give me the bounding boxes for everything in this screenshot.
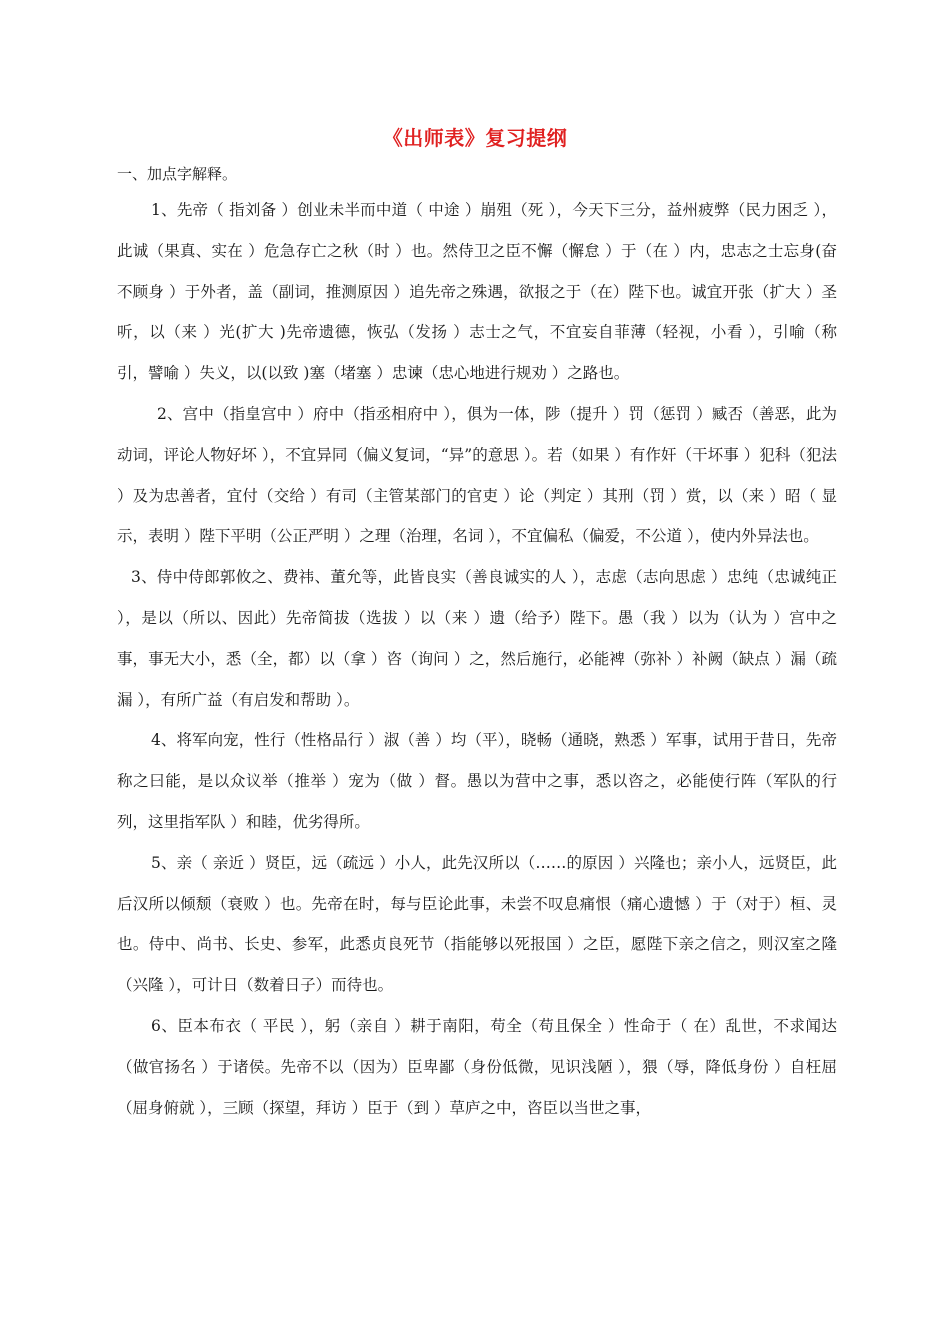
- paragraph-2: 2、宫中（指皇宫中 ）府中（指丞相府中 ），俱为一体，陟（提升 ）罚（惩罚 ）臧否（善恶，此为动词，评论人物好坏 ），不宜异同（偏义复词，“异”的意思 ）。若（如果 ）有作奸（干坏事 ）犯科（犯法 ）及为忠善者，宜付（交给 ）有司（主管某部门的官吏 ）论（判定 ）其刑（罚 ）赏，以（来 ）昭（ 显示，表明 ）陛下平明（公正严明 ）之理（治理，名词 ），不宜偏私（偏爱，不公道 ），使内外异法也。: [117, 404, 837, 546]
- paragraph-6: 6、臣本布衣（ 平民 ），躬（亲自 ）耕于南阳，苟全（苟且保全 ）性命于（ 在）乱世，不求闻达（做官扬名 ）于诸侯。先帝不以（因为）臣卑鄙（身份低微，见识浅陋 ），猥（辱，降低身份 ）自枉屈（屈身俯就 ），三顾（探望，拜访 ）臣于（到 ）草庐之中，咨臣以当世之事，: [117, 1016, 837, 1117]
- paragraph-1: 1、先帝（ 指刘备 ）创业未半而中道（ 中途 ）崩殂（死 ），今天下三分，益州疲弊（民力困乏 ），此诚（果真、实在 ）危急存亡之秋（时 ）也。然侍卫之臣不懈（懈怠 ）于（在 ）内，忠志之士忘身(奋不顾身 ）于外者，盖（副词，推测原因 ）追先帝之殊遇，欲报之于（在）陛下也。诚宜开张（扩大 ）圣听，以（来 ）光(扩大 )先帝遗德，恢弘（发扬 ）志士之气，不宜妄自菲薄（轻视，小看 ），引喻（称引，譬喻 ）失义，以(以致 )塞（堵塞 ）忠谏（忠心地进行规劝 ）之路也。: [117, 201, 837, 383]
- paragraph-5: 5、亲（ 亲近 ）贤臣，远（疏远 ）小人，此先汉所以（……的原因 ）兴隆也；亲小人，远贤臣，此后汉所以倾颓（衰败 ）也。先帝在时，每与臣论此事，未尝不叹息痛恨（痛心遗憾 ）于（对于）桓、灵也。侍中、尚书、长史、参军，此悉贞良死节（指能够以死报国 ）之臣，愿陛下亲之信之，则汉室之隆（兴隆 ），可计日（数着日子）而待也。: [117, 853, 837, 995]
- paragraph-3: 3、侍中侍郎郭攸之、费祎、董允等，此皆良实（善良诚实的人 ），志虑（志向思虑 ）忠纯（忠诚纯正 ），是以（所以、因此）先帝简拔（选拔 ）以（来 ）遗（给予）陛下。愚（我 ）以为（认为 ）宫中之事，事无大小，悉（全，都）以（拿 ）咨（询问 ）之，然后施行，必能裨（弥补 ）补阙（缺点 ）漏（疏漏 ），有所广益（有启发和帮助 ）。: [117, 568, 837, 709]
- document-body: [117, 190, 837, 1128]
- section-heading: 一、加点字解释。: [117, 165, 238, 183]
- document-title: 《出师表》复习提纲: [382, 126, 568, 150]
- paragraph-4: 4、将军向宠，性行（性格品行 ）淑（善 ）均（平），晓畅（通晓，熟悉 ）军事，试用于昔日，先帝称之曰能，是以众议举（推举 ）宠为（做 ）督。愚以为营中之事，悉以咨之，必能使行阵（军队的行列，这里指军队 ）和睦，优劣得所。: [117, 731, 837, 831]
